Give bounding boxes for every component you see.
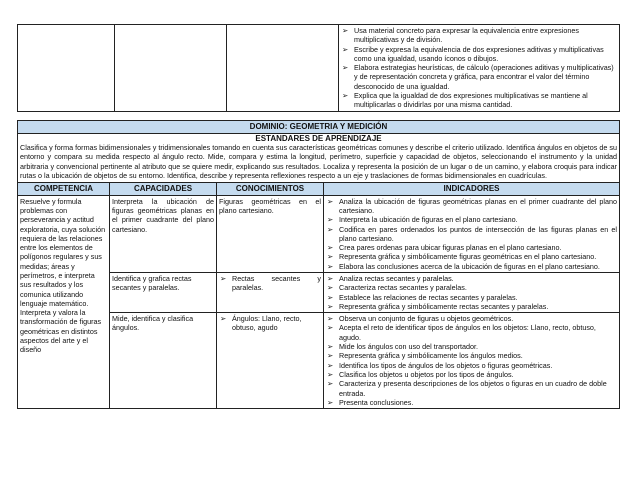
column-header-indicadores: INDICADORES — [324, 182, 620, 195]
conocimiento-cell: Figuras geométricas en el plano cartesiano. — [217, 195, 324, 272]
conocimiento-cell — [217, 273, 324, 313]
indicator-item: ➢ Mide los ángulos con uso del transportador. — [326, 342, 617, 351]
indicadores-cell — [324, 313, 620, 409]
indicator-item: ➢ Analiza rectas secantes y paralelas. — [326, 274, 617, 283]
conocimiento-cell — [217, 313, 324, 409]
standards-heading: ESTANDARES DE APRENDIZAJE — [18, 134, 620, 144]
indicator-item: ➢ Analiza la ubicación de figuras geométricas planas en el primer cuadrante del plano cartesiano. — [326, 197, 617, 216]
column-header-capacidades: CAPACIDADES — [110, 182, 217, 195]
column-header-conocimientos: CONOCIMIENTOS — [217, 182, 324, 195]
indicator-item: ➢ Presenta conclusiones. — [326, 398, 617, 407]
competencia-cell: Resuelve y formula problemas con perseverancia y actitud exploratoria, cuya solución requiera de las relaciones entre los elementos de polígonos regulares y sus medidas; áreas y perímetros, e interpreta sus resultados y los comunica utilizando lenguaje matemático. Interpreta y valora la transformación de figuras geométricas en distintos aspectos del arte y el diseño — [18, 195, 110, 409]
capacidad-cell: Mide, identifica y clasifica ángulos. — [110, 313, 217, 409]
indicadores-cell — [324, 195, 620, 272]
indicator-item: ➢ Caracteriza rectas secantes y paralelas. — [326, 283, 617, 292]
capacidad-cell: Identifica y grafica rectas secantes y paralelas. — [110, 273, 217, 313]
indicator-item: ➢ Clasifica los objetos u objetos por los tipos de ángulos. — [326, 370, 617, 379]
conocimiento-item: ➢ Rectas secantes y paralelas. — [219, 274, 321, 293]
conocimiento-list — [219, 274, 321, 293]
top-conocimientos-cell — [227, 25, 339, 112]
column-header-competencia: COMPETENCIA — [18, 182, 110, 195]
indicator-item: ➢ Acepta el reto de identificar tipos de ángulos en los objetos: Llano, recto, obtuso, agudo. — [326, 323, 617, 342]
capacidad-cell: Interpreta la ubicación de figuras geométricas planas en el primer cuadrante del plano cartesiano. — [110, 195, 217, 272]
top-indicator-item: ➢ Escribe y expresa la equivalencia de dos expresiones aditivas y multiplicativas como una igualdad, usando íconos o dibujos. — [341, 45, 617, 64]
top-indicadores-cell — [339, 25, 620, 112]
indicator-item: ➢ Crea pares ordenas para ubicar figuras planas en el plano cartesiano. — [326, 243, 617, 252]
domain-table — [17, 120, 620, 409]
top-indicator-item: ➢ Elabora estrategias heurísticas, de cálculo (operaciones aditivas y multiplicativas) y de representación concreta y gráfica, para encontrar el valor del término desconocido de una igualdad. — [341, 63, 617, 91]
indicator-item: ➢ Caracteriza y presenta descripciones de los objetos o figuras en un cuadro de doble entrada. — [326, 379, 617, 398]
top-table — [17, 24, 620, 112]
indicator-item: ➢ Codifica en pares ordenados los puntos de intersección de las figuras planas en el plano cartesiano. — [326, 225, 617, 244]
indicadores-cell — [324, 273, 620, 313]
top-indicator-list — [341, 26, 617, 110]
indicator-item: ➢ Representa gráfica y simbólicamente rectas secantes y paralelas. — [326, 302, 617, 311]
indicator-item: ➢ Representa gráfica y simbólicamente los ángulos medios. — [326, 351, 617, 360]
indicator-list — [326, 197, 617, 271]
indicator-item: ➢ Observa un conjunto de figuras u objetos geométricos. — [326, 314, 617, 323]
top-indicator-item: ➢ Usa material concreto para expresar la equivalencia entre expresiones multiplicativas y de división. — [341, 26, 617, 45]
indicator-item: ➢ Elabora las conclusiones acerca de la ubicación de figuras en el plano cartesiano. — [326, 262, 617, 271]
indicator-item: ➢ Identifica los tipos de ángulos de los objetos o figuras geométricas. — [326, 361, 617, 370]
table-row — [18, 195, 620, 272]
indicator-item: ➢ Representa gráfica y simbólicamente figuras geométricas en el plano cartesiano. — [326, 252, 617, 261]
top-competencia-cell — [18, 25, 115, 112]
indicator-item: ➢ Interpreta la ubicación de figuras en el plano cartesiano. — [326, 215, 617, 224]
indicator-list — [326, 314, 617, 407]
top-capacidades-cell — [115, 25, 227, 112]
conocimiento-list — [219, 314, 321, 333]
conocimiento-item: ➢ Ángulos: Llano, recto, obtuso, agudo — [219, 314, 321, 333]
indicator-list — [326, 274, 617, 311]
standards-text: Clasifica y forma formas bidimensionales y tridimensionales tomando en cuenta sus características geométricas comunes y describe el criterio utilizado. Identifica ángulos en objetos de su entorno y compara su medida respecto al ángulo recto. Mide, compara y estima la longitud, perímetro, superficie y capacidad de objetos, seleccionando el instrumento y la unidad arbitraria y convencional pertinente al atributo que se quiere medir, explicando sus resultados. Localiza y representa la posición de un lugar o de un camino, y elabora croquis para indicar rutas o la ubicación de objetos de su entorno. Identifica, describe y representa reflexiones respecto a un eje y traslaciones de formas bidimensionales en cuadrículas. — [18, 143, 620, 182]
domain-title: DOMINIO: GEOMETRIA Y MEDICIÓN — [18, 121, 620, 134]
top-indicator-item: ➢ Explica que la igualdad de dos expresiones multiplicativas se mantiene al multiplicarlas o dividirlas por una misma cantidad. — [341, 91, 617, 110]
indicator-item: ➢ Establece las relaciones de rectas secantes y paralelas. — [326, 293, 617, 302]
